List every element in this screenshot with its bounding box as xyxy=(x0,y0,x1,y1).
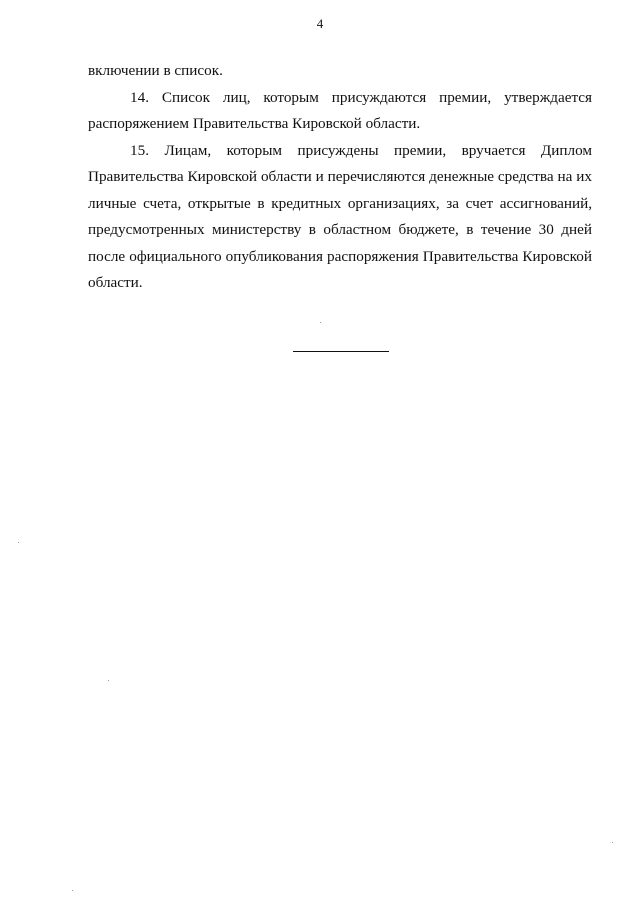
scan-speck xyxy=(108,680,109,681)
scan-speck xyxy=(320,322,321,323)
paragraph-15: 15. Лицам, которым присуждены премии, вручается Диплом Правительства Кировской области и перечисляются денежные средства на их личные счета, открытые в кредитных организациях, за счет ассигнований, предусмотренных министерству в областном бюджете, в течение 30 дней после официального опубликования распоряжения Правительства Кировской области. xyxy=(88,141,592,291)
scan-speck xyxy=(18,542,19,543)
end-separator-line xyxy=(293,351,389,352)
page-number: 4 xyxy=(316,16,324,31)
document-body xyxy=(88,58,592,297)
paragraph-continuation: включении в список. xyxy=(88,62,223,79)
scan-speck xyxy=(72,890,73,891)
scan-speck xyxy=(612,842,613,843)
paragraph-14: 14. Список лиц, которым присуждаются премии, утверждается распоряжением Правительства Кировской области. xyxy=(88,88,592,132)
